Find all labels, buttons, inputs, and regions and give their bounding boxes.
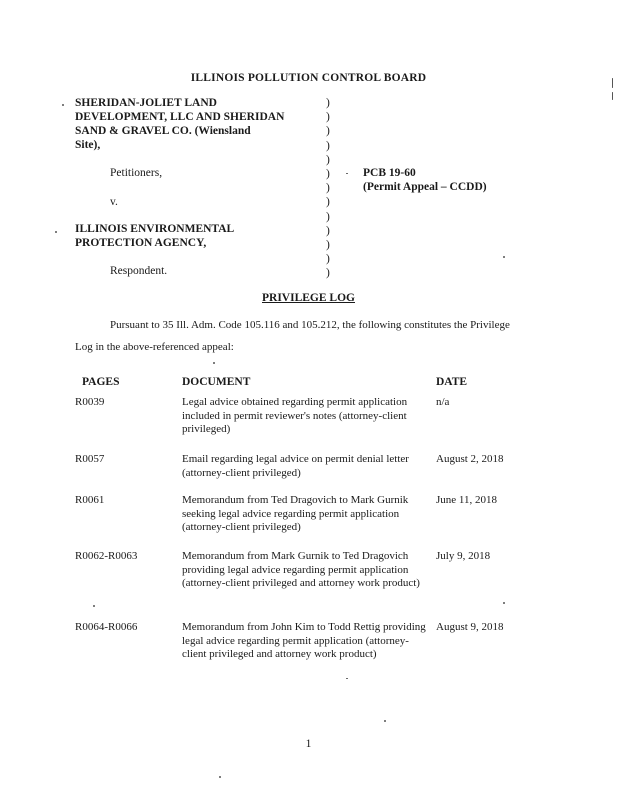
scan-artifact	[503, 256, 505, 258]
scan-artifact	[384, 720, 386, 722]
row-date: July 9, 2018	[436, 550, 491, 562]
respondent-label: Respondent.	[110, 265, 168, 277]
case-number-block	[363, 166, 487, 194]
row-document: Memorandum from Ted Dragovich to Mark Gurnik seeking legal advice regarding permit application (attorney-client privileged)	[182, 494, 409, 533]
row-pages: R0057	[75, 453, 105, 465]
scan-artifact	[93, 605, 95, 607]
row-document: Memorandum from John Kim to Todd Rettig providing legal advice regarding permit application (attorney-client privileged and attorney work product)	[182, 621, 426, 660]
paren: )	[326, 182, 330, 195]
scan-artifact	[612, 92, 613, 100]
column-header-pages: PAGES	[82, 376, 120, 388]
case-caption	[75, 96, 284, 152]
caption-parentheses	[326, 96, 330, 280]
paren: )	[326, 97, 330, 109]
document-title: PRIVILEGE LOG	[262, 292, 355, 304]
petitioner-line: SAND & GRAVEL CO. (Wiensland	[75, 125, 251, 137]
row-document: Email regarding legal advice on permit denial letter (attorney-client privileged)	[182, 453, 409, 479]
petitioner-line: DEVELOPMENT, LLC AND SHERIDAN	[75, 111, 285, 123]
scan-artifact	[219, 776, 221, 778]
page-number: 1	[305, 738, 312, 750]
scan-artifact	[346, 678, 348, 679]
paren: )	[326, 139, 330, 152]
scan-artifact	[346, 173, 348, 174]
petitioner-line: Site),	[75, 139, 101, 151]
case-type: (Permit Appeal – CCDD)	[363, 181, 487, 193]
row-date: August 2, 2018	[436, 453, 504, 465]
column-header-date: DATE	[436, 376, 468, 388]
paren: )	[326, 224, 330, 237]
petitioner-line: SHERIDAN-JOLIET LAND	[75, 97, 217, 109]
petitioners-label: Petitioners,	[110, 167, 163, 179]
row-document: Legal advice obtained regarding permit application included in permit reviewer's notes (attorney-client privileged)	[182, 396, 408, 435]
respondent-line: PROTECTION AGENCY,	[75, 237, 207, 249]
row-document: Memorandum from Mark Gurnik to Ted Dragovich providing legal advice regarding permit application (attorney-client privileged and attorney work product)	[182, 550, 420, 589]
versus-label: v.	[110, 196, 118, 208]
paren: )	[326, 196, 330, 209]
scan-artifact	[213, 362, 215, 364]
row-pages: R0062-R0063	[75, 550, 138, 562]
row-date: August 9, 2018	[436, 621, 504, 633]
scan-artifact	[55, 231, 57, 233]
paren: )	[326, 267, 330, 280]
paren: )	[326, 253, 330, 266]
column-header-document: DOCUMENT	[182, 376, 251, 388]
intro-paragraph-line-1: Pursuant to 35 Ill. Adm. Code 105.116 and 105.212, the following constitutes the Privilege	[110, 319, 510, 331]
scan-artifact	[612, 78, 613, 88]
paren: )	[326, 125, 330, 138]
paren: )	[326, 210, 330, 223]
board-title: ILLINOIS POLLUTION CONTROL BOARD	[190, 72, 427, 84]
scan-artifact	[503, 602, 505, 604]
row-pages: R0064-R0066	[75, 621, 138, 633]
paren: )	[326, 167, 330, 180]
respondent-line: ILLINOIS ENVIRONMENTAL	[75, 223, 235, 235]
row-date: n/a	[436, 396, 450, 408]
row-pages: R0039	[75, 396, 105, 408]
case-number: PCB 19-60	[363, 167, 416, 179]
paren: )	[326, 238, 330, 251]
intro-paragraph-line-2: Log in the above-referenced appeal:	[75, 341, 234, 353]
row-date: June 11, 2018	[436, 494, 498, 506]
scan-artifact	[62, 104, 64, 106]
paren: )	[326, 111, 330, 124]
paren: )	[326, 153, 330, 166]
row-pages: R0061	[75, 494, 105, 506]
